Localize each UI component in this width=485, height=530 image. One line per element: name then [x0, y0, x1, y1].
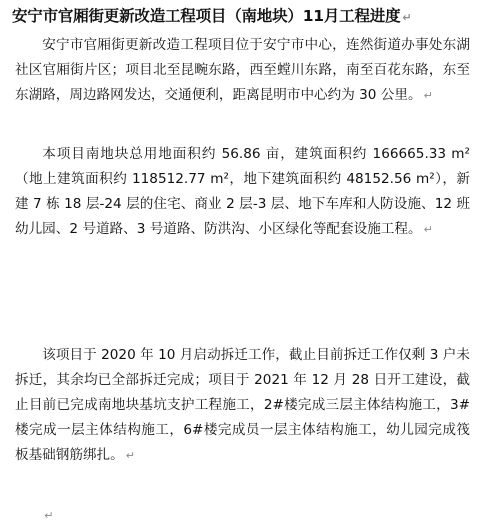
paragraph-text: 本项目南地块总用地面积约 56.86 亩，建筑面积约 166665.33 m²（地上建筑面积约 118512.77 m²，地下建筑面积约 48152.56 m²），新建 7 栋 18 层-24 层的住宅、商业 2 层-3 层、地下车库和人防设施、12 班幼儿园、2 号道路、3 号道路、防洪沟、小区绿化等配套设施工程。 — [15, 146, 470, 237]
paragraph-progress[interactable] — [15, 343, 470, 468]
paragraph-text: 安宁市官厢街更新改造工程项目位于安宁市中心，连然街道办事处东湖社区官厢街片区；项目北至昆畹东路，西至螳川东路，南至百花东路，东至东湖路，周边路网发达，交通便利，距离昆明市中心约为 30 公里。 — [15, 37, 470, 103]
paragraph-mark-icon: ↵ — [402, 11, 412, 24]
paragraph-mark-icon: ↵ — [44, 509, 54, 522]
document-title — [12, 5, 482, 29]
paragraph-location[interactable] — [15, 33, 470, 108]
paragraph-mark-icon: ↵ — [125, 449, 135, 462]
paragraph-mark-icon: ↵ — [423, 89, 433, 102]
paragraph-empty[interactable] — [15, 503, 470, 528]
paragraph-scale[interactable] — [15, 142, 470, 242]
paragraph-text: 该项目于 2020 年 10 月启动拆迁工作，截止目前拆迁工作仅剩 3 户未拆迁，其余均已全部拆迁完成；项目于 2021 年 12 月 28 日开工建设，截止目前已完成南地块基坑支护工程施工，2#楼完成三层主体结构施工，3#楼完成一层主体结构施工，6#楼完成员一层主体结构施工，幼儿园完成筏板基础钢筋绑扎。 — [15, 347, 470, 463]
title-text: 安宁市官厢街更新改造工程项目（南地块）11月工程进度 — [12, 7, 401, 25]
paragraph-mark-icon: ↵ — [423, 223, 433, 236]
